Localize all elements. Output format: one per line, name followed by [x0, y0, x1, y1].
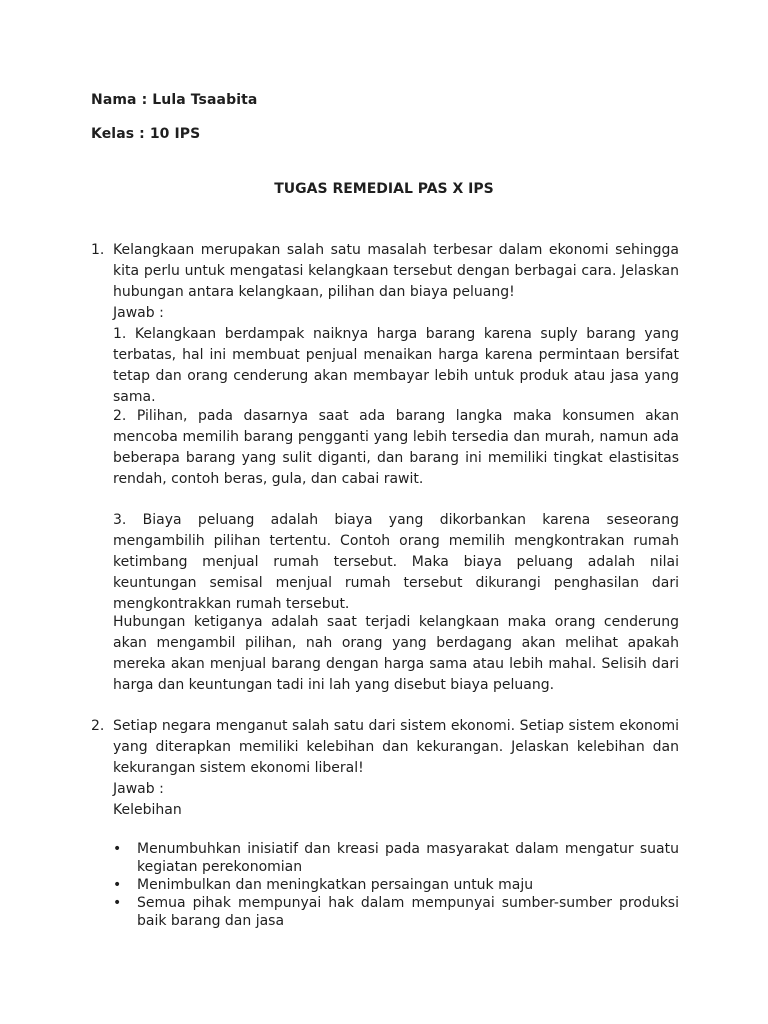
question-number: 2. [91, 718, 105, 734]
answer-paragraph: 3. Biaya peluang adalah biaya yang dikorbankan karena seseorang mengambilih pilihan tertentu. Contoh orang memilih mengkontrakan rumah ketimbang menjual rumah tersebut. Maka biaya peluang adalah nilai keuntungan semisal menjual rumah tersebut dikurangi penghasilan dari mengkontrakkan rumah tersebut. [113, 512, 679, 612]
advantages-label: Kelebihan [113, 802, 182, 818]
bullet-icon: • [113, 895, 122, 911]
question-text: Setiap negara menganut salah satu dari sistem ekonomi. Setiap sistem ekonomi yang diterapkan memiliki kelebihan dan kekurangan. Jelaskan kelebihan dan kekurangan sistem ekonomi liberal! [113, 718, 679, 776]
answer-paragraph: 2. Pilihan, pada dasarnya saat ada barang langka maka konsumen akan mencoba memilih barang pengganti yang lebih tersedia dan murah, namun ada beberapa barang yang sulit diganti, dan barang ini memiliki tingkat elastisitas rendah, contoh beras, gula, dan cabai rawit. [113, 408, 679, 487]
bullet-icon: • [113, 841, 122, 857]
document-title: TUGAS REMEDIAL PAS X IPS [274, 181, 494, 197]
student-class-line: Kelas : 10 IPS [91, 126, 201, 142]
answer-paragraph: 1. Kelangkaan berdampak naiknya harga barang karena suply barang yang terbatas, hal ini membuat penjual menaikan harga karena permintaan bersifat tetap dan orang cenderung akan membayar lebih untuk produk atau jasa yang sama. [113, 326, 679, 405]
answer-label: Jawab : [113, 781, 164, 797]
answer-label: Jawab : [113, 305, 164, 321]
answer-paragraph: Hubungan ketiganya adalah saat terjadi kelangkaan maka orang cenderung akan mengambil pilihan, nah orang yang berdagang akan melihat apakah mereka akan menjual barang dengan harga sama atau lebih mahal. Selisih dari harga dan keuntungan tadi ini lah yang disebut biaya peluang. [113, 614, 679, 693]
question-number: 1. [91, 242, 105, 258]
question-text: Kelangkaan merupakan salah satu masalah terbesar dalam ekonomi sehingga kita perlu untuk mengatasi kelangkaan tersebut dengan berbagai cara. Jelaskan hubungan antara kelangkaan, pilihan dan biaya peluang! [113, 242, 679, 300]
student-name-line: Nama : Lula Tsaabita [91, 92, 258, 108]
bullet-icon: • [113, 877, 122, 893]
document-page: Nama : Lula Tsaabita Kelas : 10 IPS TUGAS REMEDIAL PAS X IPS 1. Kelangkaan merupakan salah satu masalah terbesar dalam ekonomi sehingga kita perlu untuk mengatasi kelangkaan tersebut dengan berbagai cara. Jelaskan hubungan antara kelangkaan, pilihan dan biaya peluang! Jawab : 1. Kelangkaan berdampak naiknya harga barang karena suply barang yang terbatas, hal ini membuat penjual menaikan harga karena permintaan bersifat tetap dan orang cenderung akan membayar lebih untuk produk atau jasa yang sama. 2. Pilihan, pada dasarnya saat ada barang langka maka konsumen akan mencoba memilih barang pengganti yang lebih tersedia dan murah, namun ada beberapa barang yang sulit diganti, dan barang ini memiliki tingkat elastisitas rendah, contoh beras, gula, dan cabai rawit. 3. Biaya peluang adalah biaya yang dikorbankan karena seseorang mengambilih pilihan tertentu. Contoh orang memilih mengkontrakan rumah ketimbang menjual rumah tersebut. Maka biaya peluang adalah nilai keuntungan semisal menjual rumah tersebut dikurangi penghasilan dari mengkontrakkan rumah tersebut. Hubungan ketiganya adalah saat terjadi kelangkaan maka orang cenderung akan mengambil pilihan, nah orang yang berdagang akan melihat apakah mereka akan menjual barang dengan harga sama atau lebih mahal. Selisih dari harga dan keuntungan tadi ini lah yang disebut biaya peluang. 2. Setiap negara menganut salah satu dari sistem ekonomi. Setiap sistem ekonomi yang diterapkan memiliki kelebihan dan kekurangan. Jelaskan kelebihan dan kekurangan sistem ekonomi liberal! Jawab : Kelebihan • Menumbuhkan inisiatif dan kreasi pada masyarakat dalam mengatur suatu kegiatan perekonomian • Menimbulkan dan meningkatkan persaingan untuk maju • Semua pihak mempunyai hak dalam mempunyai sumber-sumber produksi baik barang dan jasa [0, 0, 768, 1024]
